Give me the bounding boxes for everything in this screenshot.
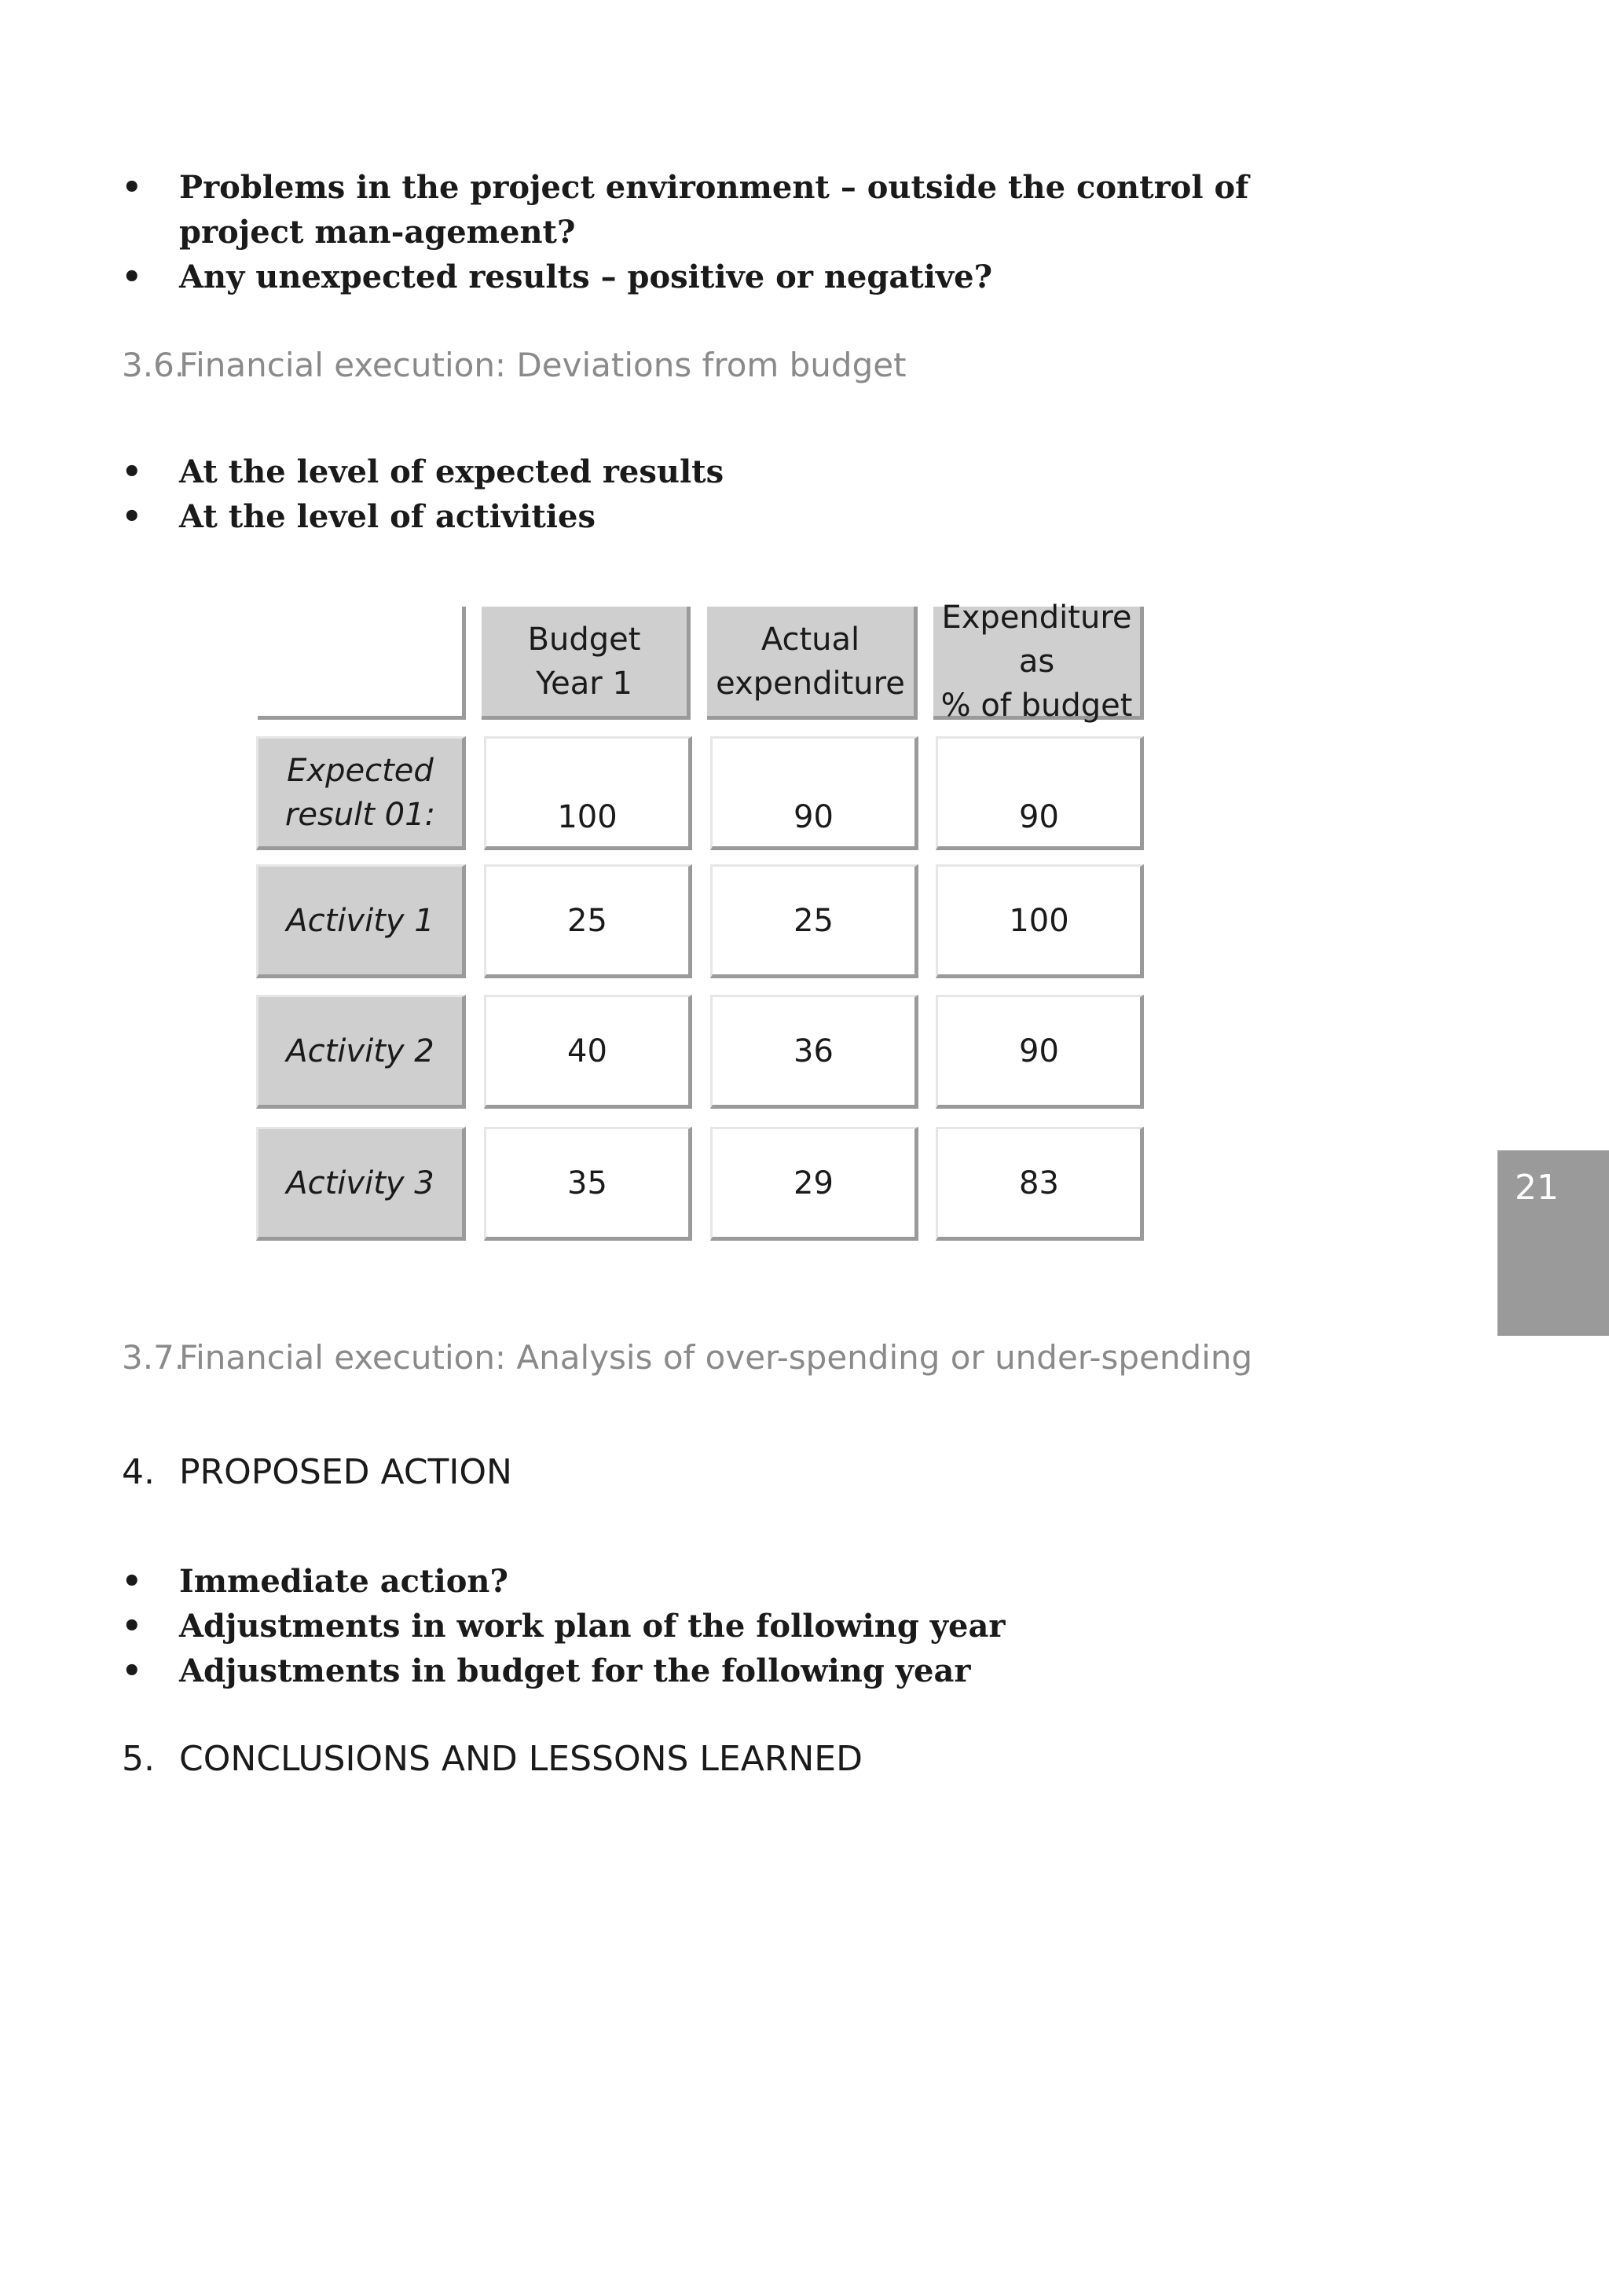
bullet-item: • Problems in the project environment – outside the control of project man-agement? (122, 165, 1316, 255)
bullet-item: • Any unexpected results – positive or negative? (122, 255, 1316, 299)
section-title: PROPOSED ACTION (179, 1452, 512, 1492)
section-number: 4. (122, 1452, 155, 1492)
column-header-line: Year 1 (536, 665, 632, 702)
action-bullet-list (122, 1559, 1316, 1693)
row-header-line: Activity 3 (286, 1165, 434, 1201)
row-header-line: result 01: (284, 796, 436, 833)
table-cell: 90 (936, 736, 1144, 850)
row-header-activity-3 (256, 1127, 466, 1241)
section-3-6-heading (122, 346, 907, 384)
section-4-heading (122, 1452, 512, 1492)
level-bullet-list (122, 449, 1316, 539)
table-cell: 29 (710, 1127, 918, 1241)
section-title: CONCLUSIONS AND LESSONS LEARNED (179, 1739, 863, 1779)
table-cell: 90 (710, 736, 918, 850)
table-cell: 35 (484, 1127, 692, 1241)
bullet-item: • At the level of expected results (122, 449, 1316, 494)
column-header-percent (933, 599, 1144, 724)
row-header-activity-2 (256, 995, 466, 1109)
section-title: Financial execution: Analysis of over-spending or under-spending (179, 1338, 1253, 1377)
column-header-line: Actual (761, 621, 860, 658)
row-header-line: Activity 2 (286, 1032, 434, 1069)
column-header-line: Budget (527, 621, 641, 658)
table-cell: 90 (936, 995, 1144, 1109)
section-number: 3.7. (122, 1338, 185, 1377)
row-header-activity-1 (256, 864, 466, 978)
page-number-tab (1497, 1150, 1609, 1336)
section-3-7-heading (122, 1338, 1252, 1377)
row-header-line: Expected (287, 752, 434, 789)
column-header-line: expenditure (716, 665, 905, 702)
section-number: 3.6. (122, 346, 185, 384)
table-cell: 25 (710, 864, 918, 978)
table-cell: 100 (936, 864, 1144, 978)
table-cell: 40 (484, 995, 692, 1109)
table-cell: 83 (936, 1127, 1144, 1241)
table-cell: 100 (484, 736, 692, 850)
table-cell: 36 (710, 995, 918, 1109)
column-header-line: Expenditure as (941, 599, 1132, 680)
row-header-line: Activity 1 (286, 902, 434, 939)
section-5-heading (122, 1739, 863, 1779)
problems-bullet-list (122, 165, 1316, 299)
bullet-item: • At the level of activities (122, 494, 1316, 539)
bullet-item: • Immediate action? (122, 1559, 1316, 1604)
row-header-expected-result (256, 736, 466, 850)
column-header-budget (482, 607, 691, 720)
section-number: 5. (122, 1739, 155, 1779)
column-header-line: % of budget (940, 687, 1133, 724)
table-cell: 25 (484, 864, 692, 978)
column-header-actual (707, 607, 918, 720)
bullet-item: • Adjustments in budget for the following year (122, 1649, 1316, 1693)
table-corner-cell (258, 607, 466, 720)
bullet-item: • Adjustments in work plan of the following year (122, 1604, 1316, 1649)
section-title: Financial execution: Deviations from budget (179, 346, 907, 384)
page-number: 21 (1515, 1168, 1559, 1208)
